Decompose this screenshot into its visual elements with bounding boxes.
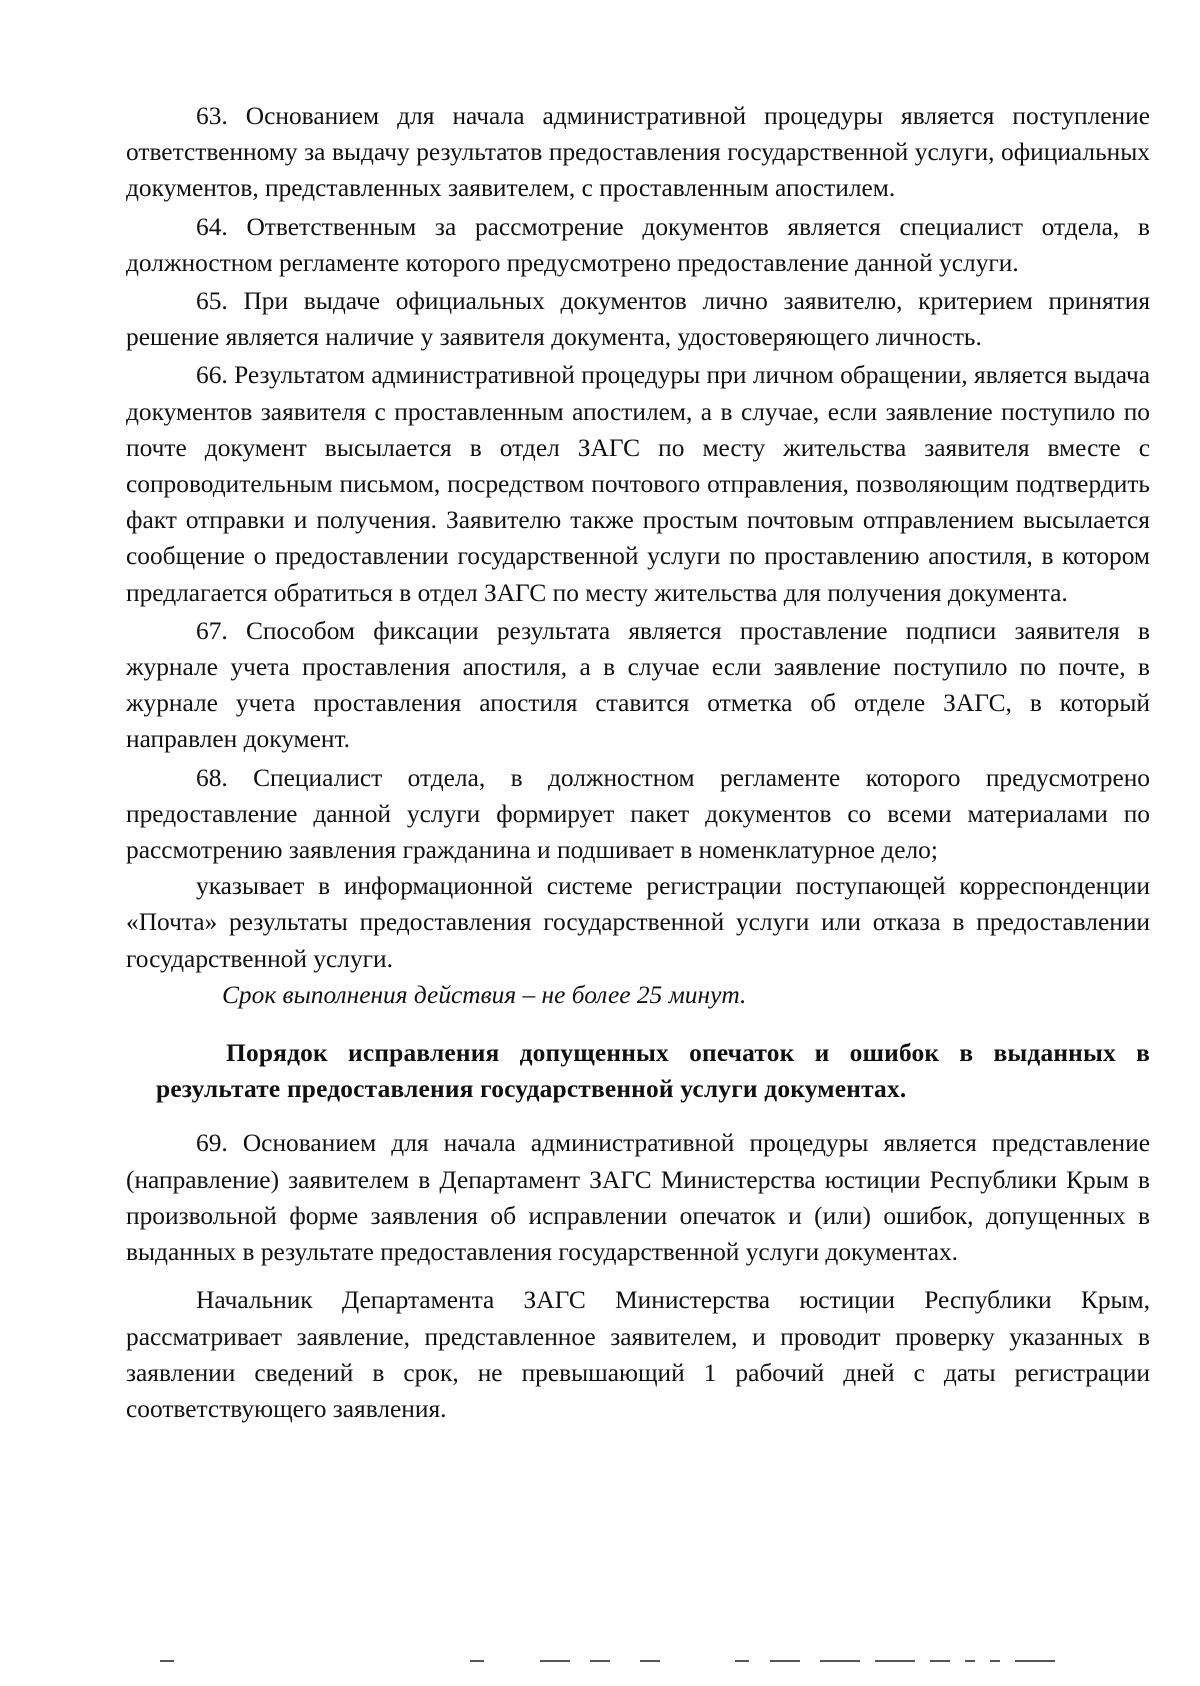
scan-mark (160, 1660, 174, 1662)
document-page (126, 98, 1150, 1427)
scan-mark (735, 1660, 749, 1662)
scan-mark (965, 1660, 975, 1662)
scan-mark (820, 1660, 860, 1662)
paragraph-68: 68. Специалист отдела, в должностном регламенте которого предусмотрено предоставление данной услуги формирует пакет документов со всеми материалами по рассмотрению заявления гражданина и подшивает в номенклатурное дело; (126, 763, 1150, 865)
scan-mark (1015, 1660, 1055, 1662)
scan-mark (990, 1660, 1000, 1662)
paragraph-66: 66. Результатом административной процедуры при личном обращении, является выдача документов заявителя с проставленным апостилем, а в случае, если заявление поступило по почте документ высылается в отдел ЗАГС по месту жительства заявителя вместе с сопроводительным письмом, посредством почтового отправления, позволяющим подтвердить факт отправки и получения. Заявителю также простым почтовым отправлением высылается сообщение о предоставлении государственной услуги по проставлению апостиля, в котором предлагается обратиться в отдел ЗАГС по месту жительства для получения документа. (126, 361, 1150, 607)
paragraph-64: 64. Ответственным за рассмотрение документов является специалист отдела, в должностном регламенте которого предусмотрено предоставление данной услуги. (126, 212, 1150, 277)
section-heading: Порядок исправления допущенных опечаток и ошибок в выданных в результате предоставления государственной услуги документах. (156, 1039, 1150, 1104)
scan-mark (770, 1660, 800, 1662)
scan-mark (590, 1660, 610, 1662)
scan-mark (470, 1660, 484, 1662)
paragraph-65: 65. При выдаче официальных документов лично заявителю, критерием принятия решение является наличие у заявителя документа, удостоверяющего личность. (126, 287, 1150, 352)
paragraph-63: 63. Основанием для начала административной процедуры является поступление ответственному за выдачу результатов предоставления государственной услуги, официальных документов, представленных заявителем, с проставленным апостилем. (126, 102, 1150, 203)
paragraph-69: 69. Основанием для начала административной процедуры является представление (направление) заявителем в Департамент ЗАГС Министерства юстиции Республики Крым в произвольной форме заявления об исправлении опечаток и (или) ошибок, допущенных в выданных в результате предоставления государственной услуги документах. (126, 1129, 1150, 1267)
term-note: Срок выполнения действия – не более 25 минут. (222, 980, 747, 1009)
scan-artifact-marks (160, 1658, 1180, 1664)
paragraph-68-continuation: указывает в информационной системе регистрации поступающей корреспонденции «Почта» результаты предоставления государственной услуги или отказа в предоставлении государственной услуги. (126, 872, 1150, 973)
scan-mark (875, 1660, 915, 1662)
paragraph-69-continuation: Начальник Департамента ЗАГС Министерства юстиции Республики Крым, рассматривает заявление, представленное заявителем, и проводит проверку указанных в заявлении сведений в срок, не превышающий 1 рабочий дней с даты регистрации соответствующего заявления. (126, 1286, 1150, 1423)
scan-mark (640, 1660, 660, 1662)
scan-mark (930, 1660, 950, 1662)
paragraph-67: 67. Способом фиксации результата является проставление подписи заявителя в журнале учета проставления апостиля, а в случае если заявление поступило по почте, в журнале учета проставления апостиля ставится отметка об отделе ЗАГС, в который направлен документ. (126, 616, 1150, 754)
scan-mark (540, 1660, 570, 1662)
